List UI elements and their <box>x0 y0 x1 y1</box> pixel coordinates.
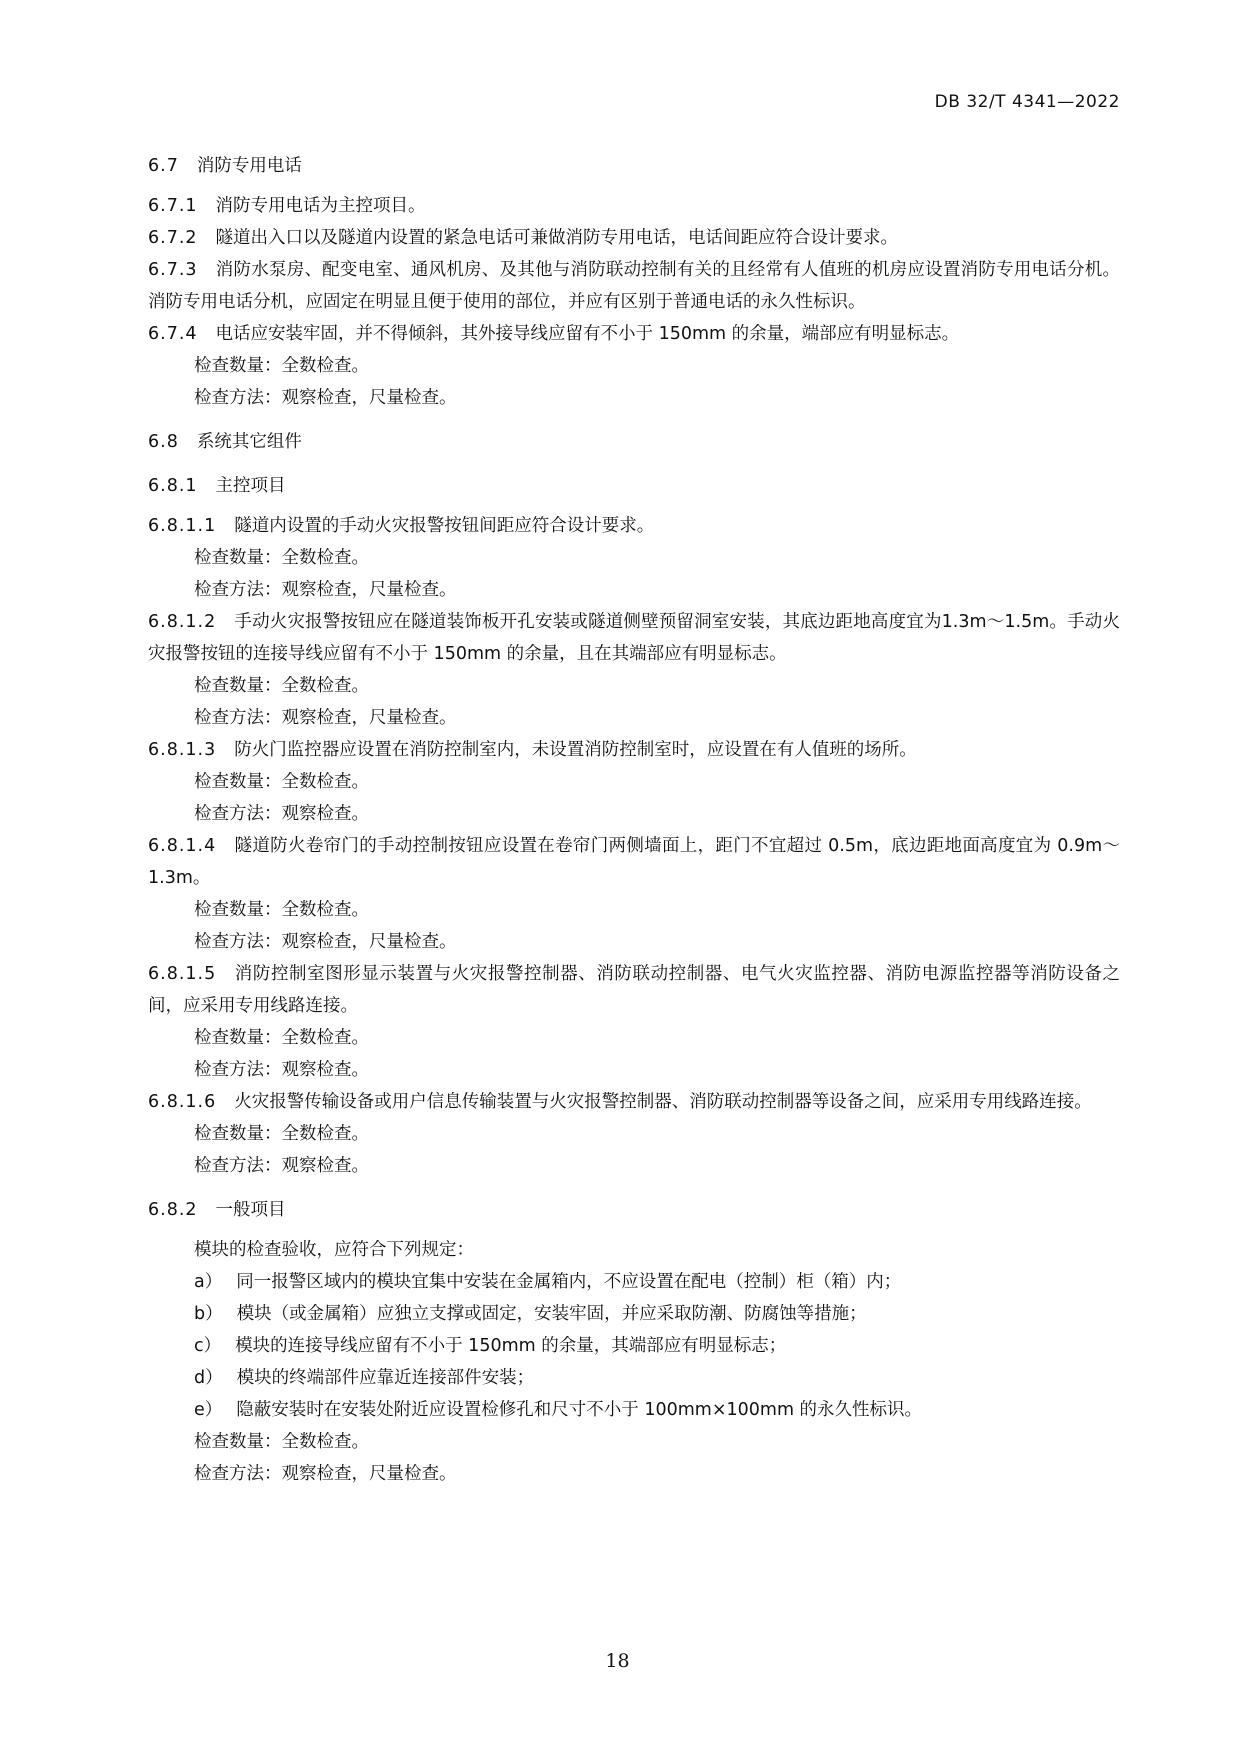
section-title: 消防专用电话 <box>196 156 302 176</box>
list-text: 隐蔽安装时在安装处附近应设置检修孔和尺寸不小于 100mm×100mm 的永久性标识。 <box>236 1400 923 1420</box>
clause-6-7-4 <box>148 318 1120 350</box>
clause-text: 消防水泵房、配变电室、通风机房、及其他与消防联动控制有关的且经常有人值班的机房应设置消防专用电话分机。消防专用电话分机，应固定在明显且便于使用的部位，并应有区别于普通电话的永久性标识。 <box>148 260 1120 312</box>
subsection-number: 6.8.2 <box>148 1200 198 1220</box>
clause-number: 6.8.1.3 <box>148 740 217 760</box>
section-number: 6.8 <box>148 432 179 452</box>
check-method: 检查方法：观察检查，尺量检查。 <box>194 1464 457 1484</box>
check-quantity: 检查数量：全数检查。 <box>194 356 369 376</box>
section-number: 6.7 <box>148 156 179 176</box>
list-item-e <box>148 1394 1120 1426</box>
subsection-title: 主控项目 <box>215 476 286 496</box>
check-method: 检查方法：观察检查，尺量检查。 <box>194 388 457 408</box>
check-quantity: 检查数量：全数检查。 <box>194 1124 369 1144</box>
clause-text: 消防专用电话为主控项目。 <box>215 196 426 216</box>
clause-number: 6.8.1.6 <box>148 1092 217 1112</box>
check-method: 检查方法：观察检查。 <box>194 1156 369 1176</box>
check-quantity: 检查数量：全数检查。 <box>194 900 369 920</box>
clause-number: 6.7.4 <box>148 324 198 344</box>
subsection-6-8-2-heading <box>148 1194 1120 1226</box>
clause-text: 消防控制室图形显示装置与火灾报警控制器、消防联动控制器、电气火灾监控器、消防电源监控器等消防设备之间，应采用专用线路连接。 <box>148 964 1120 1016</box>
clause-number: 6.8.1.2 <box>148 612 217 632</box>
clause-number: 6.7.3 <box>148 260 198 280</box>
check-quantity: 检查数量：全数检查。 <box>194 548 369 568</box>
list-marker: a） <box>194 1272 223 1292</box>
section-title: 系统其它组件 <box>196 432 302 452</box>
clause-text: 火灾报警传输设备或用户信息传输装置与火灾报警控制器、消防联动控制器等设备之间，应采用专用线路连接。 <box>234 1092 1092 1112</box>
clause-6-8-1-4 <box>148 830 1120 894</box>
clause-number: 6.7.2 <box>148 228 198 248</box>
page-number: 18 <box>605 1650 630 1672</box>
clause-number: 6.7.1 <box>148 196 198 216</box>
page-body <box>148 150 1120 1490</box>
list-marker: b） <box>194 1304 223 1324</box>
list-marker: c） <box>194 1336 222 1356</box>
list-text: 模块（或金属箱）应独立支撑或固定，安装牢固，并应采取防潮、防腐蚀等措施； <box>236 1304 867 1324</box>
clause-number: 6.8.1.5 <box>148 964 217 984</box>
clause-text: 隧道内设置的手动火灾报警按钮间距应符合设计要求。 <box>234 516 655 536</box>
clause-6-7-3 <box>148 254 1120 318</box>
clause-number: 6.8.1.1 <box>148 516 217 536</box>
check-method: 检查方法：观察检查，尺量检查。 <box>194 580 457 600</box>
list-text: 同一报警区域内的模块宜集中安装在金属箱内，不应设置在配电（控制）柜（箱）内； <box>236 1272 902 1292</box>
clause-text: 电话应安装牢固，并不得倾斜，其外接导线应留有不小于 150mm 的余量，端部应有明显标志。 <box>215 324 960 344</box>
subsection-title: 一般项目 <box>215 1200 286 1220</box>
clause-6-7-1 <box>148 190 1120 222</box>
clause-text: 防火门监控器应设置在消防控制室内，未设置消防控制室时，应设置在有人值班的场所。 <box>234 740 917 760</box>
clause-text: 隧道出入口以及隧道内设置的紧急电话可兼做消防专用电话，电话间距应符合设计要求。 <box>215 228 899 248</box>
list-intro: 模块的检查验收，应符合下列规定： <box>194 1240 474 1260</box>
clause-6-8-1-6 <box>148 1086 1120 1118</box>
check-quantity: 检查数量：全数检查。 <box>194 772 369 792</box>
subsection-6-8-1-heading <box>148 470 1120 502</box>
check-quantity: 检查数量：全数检查。 <box>194 1432 369 1452</box>
list-marker: e） <box>194 1400 223 1420</box>
clause-text: 手动火灾报警按钮应在隧道装饰板开孔安装或隧道侧壁预留洞室安装，其底边距地高度宜为1.3m～1.5m。手动火灾报警按钮的连接导线应留有不小于 150mm 的余量，且在其端部应有明显标志。 <box>148 612 1120 664</box>
document-code: DB 32/T 4341—2022 <box>934 92 1120 112</box>
list-item-b <box>148 1298 1120 1330</box>
list-text: 模块的连接导线应留有不小于 150mm 的余量，其端部应有明显标志； <box>235 1336 787 1356</box>
check-method: 检查方法：观察检查，尺量检查。 <box>194 708 457 728</box>
list-marker: d） <box>194 1368 223 1388</box>
list-item-d <box>148 1362 1120 1394</box>
section-6-8-heading <box>148 426 1120 458</box>
clause-6-7-2 <box>148 222 1120 254</box>
list-item-c <box>148 1330 1120 1362</box>
clause-6-8-1-5 <box>148 958 1120 1022</box>
list-text: 模块的终端部件应靠近连接部件安装； <box>236 1368 535 1388</box>
clause-6-8-1-3 <box>148 734 1120 766</box>
clause-6-8-1-2 <box>148 606 1120 670</box>
section-6-7-heading <box>148 150 1120 182</box>
check-method: 检查方法：观察检查。 <box>194 1060 369 1080</box>
check-method: 检查方法：观察检查。 <box>194 804 369 824</box>
check-quantity: 检查数量：全数检查。 <box>194 1028 369 1048</box>
clause-6-8-1-1 <box>148 510 1120 542</box>
check-quantity: 检查数量：全数检查。 <box>194 676 369 696</box>
list-item-a <box>148 1266 1120 1298</box>
subsection-number: 6.8.1 <box>148 476 198 496</box>
clause-number: 6.8.1.4 <box>148 836 217 856</box>
check-method: 检查方法：观察检查，尺量检查。 <box>194 932 457 952</box>
clause-text: 隧道防火卷帘门的手动控制按钮应设置在卷帘门两侧墙面上，距门不宜超过 0.5m，底边距地面高度宜为 0.9m～1.3m。 <box>148 836 1120 888</box>
